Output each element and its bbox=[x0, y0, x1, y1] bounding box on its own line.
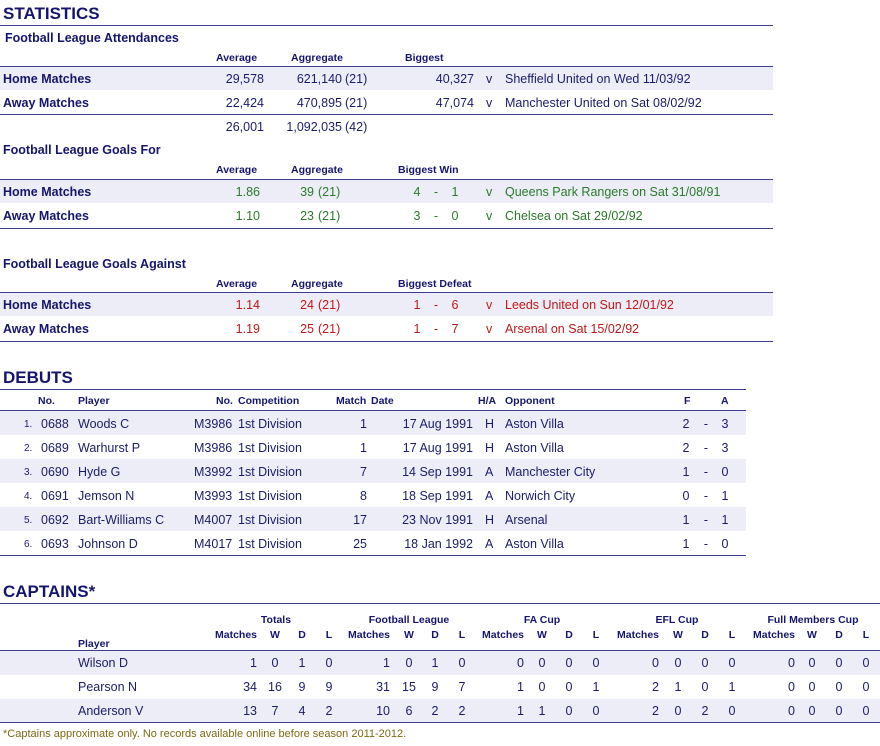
football-league-draws: 9 bbox=[431, 680, 439, 694]
match-detail: Manchester United on Sat 08/02/92 bbox=[505, 96, 702, 110]
opponent: Aston Villa bbox=[505, 537, 564, 551]
fa-cup-matches: 1 bbox=[517, 680, 524, 694]
efl-cup-wins: 0 bbox=[674, 704, 682, 718]
match-count: 17 bbox=[353, 513, 367, 527]
row-label: Away Matches bbox=[3, 209, 89, 223]
totals-matches: 34 bbox=[243, 680, 257, 694]
col-player: Player bbox=[78, 395, 110, 407]
row-label: Home Matches bbox=[3, 185, 92, 199]
col-l: L bbox=[325, 629, 333, 641]
totals-wins: 16 bbox=[268, 680, 282, 694]
col-matches: Matches bbox=[616, 629, 659, 641]
totals-draws: 4 bbox=[298, 704, 306, 718]
competition: 1st Division bbox=[238, 417, 302, 431]
match-count: 8 bbox=[360, 489, 367, 503]
efl-cup-draws: 2 bbox=[701, 704, 709, 718]
efl-cup-draws: 0 bbox=[701, 656, 709, 670]
competition: 1st Division bbox=[238, 465, 302, 479]
efl-cup-losses: 1 bbox=[728, 680, 736, 694]
col-matches: Matches bbox=[214, 629, 257, 641]
row-index: 6. bbox=[24, 539, 33, 550]
row-label: Away Matches bbox=[3, 322, 89, 336]
match-number: M3992 bbox=[194, 465, 233, 479]
aggregate-total: 1,092,035 bbox=[286, 120, 342, 134]
row-index: 4. bbox=[24, 491, 33, 502]
totals-wins: 0 bbox=[271, 656, 279, 670]
score-against: 0 bbox=[721, 537, 729, 551]
score-dash: - bbox=[703, 513, 709, 527]
player-number: 0688 bbox=[41, 417, 69, 431]
full-members-cup-matches: 0 bbox=[788, 680, 795, 694]
home-away: H bbox=[485, 441, 495, 455]
totals-matches: 13 bbox=[243, 704, 257, 718]
football-league-draws: 2 bbox=[431, 704, 439, 718]
aggregate-value: 470,895 bbox=[296, 96, 342, 110]
match-number: M4007 bbox=[194, 513, 233, 527]
match-detail: Chelsea on Sat 29/02/92 bbox=[505, 209, 643, 223]
home-away: A bbox=[485, 465, 494, 479]
football-league-losses: 0 bbox=[458, 656, 466, 670]
divider bbox=[0, 341, 773, 342]
match-date: 23 Nov 1991 bbox=[402, 513, 473, 527]
player-number: 0691 bbox=[41, 489, 69, 503]
match-detail: Sheffield United on Wed 11/03/92 bbox=[505, 72, 691, 86]
full-members-cup-wins: 0 bbox=[808, 680, 816, 694]
captain-name[interactable]: Pearson N bbox=[78, 680, 138, 694]
col-opponent: Opponent bbox=[505, 395, 555, 407]
score-dash: - bbox=[433, 322, 439, 336]
goals-against-title: Football League Goals Against bbox=[3, 257, 186, 271]
player-name[interactable]: Jemson N bbox=[78, 489, 135, 503]
football-league-losses: 2 bbox=[458, 704, 466, 718]
player-number: 0689 bbox=[41, 441, 69, 455]
biggest-value: 47,074 bbox=[435, 96, 474, 110]
aggregate-value: 621,140 bbox=[296, 72, 342, 86]
score-against: 3 bbox=[721, 441, 729, 455]
score-dash: - bbox=[703, 489, 709, 503]
football-league-losses: 7 bbox=[458, 680, 466, 694]
player-name[interactable]: Johnson D bbox=[78, 537, 138, 551]
average-value: 22,424 bbox=[225, 96, 264, 110]
col-average: Average bbox=[216, 52, 258, 64]
match-count: 25 bbox=[353, 537, 367, 551]
score-against: 1 bbox=[721, 513, 729, 527]
fa-cup-wins: 1 bbox=[538, 704, 546, 718]
statistics-title: STATISTICS bbox=[3, 4, 100, 23]
debuts-title: DEBUTS bbox=[3, 368, 73, 387]
versus-label: v bbox=[486, 322, 493, 336]
group-football-league: Football League bbox=[368, 614, 450, 626]
full-members-cup-matches: 0 bbox=[788, 704, 795, 718]
count-value: (21) bbox=[318, 209, 341, 223]
row-label: Home Matches bbox=[3, 298, 92, 312]
col-d: D bbox=[298, 629, 306, 641]
col-player: Player bbox=[78, 638, 110, 650]
group-totals: Totals bbox=[260, 614, 292, 626]
full-members-cup-wins: 0 bbox=[808, 704, 816, 718]
efl-cup-losses: 0 bbox=[728, 656, 736, 670]
football-league-matches: 31 bbox=[376, 680, 390, 694]
fa-cup-losses: 0 bbox=[592, 656, 600, 670]
efl-cup-wins: 1 bbox=[674, 680, 682, 694]
totals-matches: 1 bbox=[250, 656, 257, 670]
captains-title: CAPTAINS* bbox=[3, 582, 96, 601]
count-value: (21) bbox=[318, 298, 341, 312]
fa-cup-matches: 1 bbox=[517, 704, 524, 718]
goals-for-title: Football League Goals For bbox=[3, 143, 161, 157]
col-l: L bbox=[458, 629, 466, 641]
versus-label: v bbox=[486, 209, 493, 223]
versus-label: v bbox=[486, 72, 493, 86]
aggregate-value: 24 bbox=[300, 298, 314, 312]
col-aggregate: Aggregate bbox=[291, 278, 343, 290]
score-dash: - bbox=[703, 537, 709, 551]
score-for: 1 bbox=[413, 322, 421, 336]
row-label: Home Matches bbox=[3, 72, 92, 86]
match-detail: Queens Park Rangers on Sat 31/08/91 bbox=[505, 185, 721, 199]
col-d: D bbox=[431, 629, 439, 641]
opponent: Norwich City bbox=[505, 489, 576, 503]
score-for: 1 bbox=[682, 537, 690, 551]
competition: 1st Division bbox=[238, 489, 302, 503]
captains-footnote: *Captains approximate only. No records available online before season 2011-2012. bbox=[3, 728, 407, 740]
captain-name[interactable]: Wilson D bbox=[78, 656, 129, 670]
group-full-members-cup: Full Members Cup bbox=[767, 614, 859, 626]
score-dash: - bbox=[703, 417, 709, 431]
football-league-wins: 6 bbox=[405, 704, 413, 718]
col-matches: Matches bbox=[481, 629, 524, 641]
match-detail: Leeds United on Sun 12/01/92 bbox=[505, 298, 674, 312]
col-d: D bbox=[835, 629, 843, 641]
full-members-cup-losses: 0 bbox=[862, 656, 870, 670]
score-dash: - bbox=[703, 441, 709, 455]
col-against: A bbox=[721, 395, 729, 407]
aggregate-value: 23 bbox=[300, 209, 314, 223]
divider bbox=[0, 555, 746, 556]
match-date: 18 Sep 1991 bbox=[402, 489, 473, 503]
divider bbox=[0, 114, 773, 115]
fa-cup-draws: 0 bbox=[565, 704, 573, 718]
totals-draws: 1 bbox=[298, 656, 306, 670]
col-l: L bbox=[592, 629, 600, 641]
competition: 1st Division bbox=[238, 513, 302, 527]
aggregate-value: 39 bbox=[300, 185, 314, 199]
score-for: 2 bbox=[682, 441, 690, 455]
average-value: 1.19 bbox=[235, 322, 260, 336]
fa-cup-draws: 0 bbox=[565, 680, 573, 694]
full-members-cup-losses: 0 bbox=[862, 680, 870, 694]
player-number: 0693 bbox=[41, 537, 69, 551]
average-value: 1.86 bbox=[235, 185, 260, 199]
totals-draws: 9 bbox=[298, 680, 306, 694]
col-aggregate: Aggregate bbox=[291, 164, 343, 176]
col-aggregate: Aggregate bbox=[291, 52, 343, 64]
match-count: 1 bbox=[360, 417, 367, 431]
col-no: No. bbox=[38, 395, 55, 407]
full-members-cup-draws: 0 bbox=[835, 704, 843, 718]
player-number: 0690 bbox=[41, 465, 69, 479]
count-value: (21) bbox=[318, 185, 341, 199]
count-value: (21) bbox=[345, 96, 368, 110]
full-members-cup-draws: 0 bbox=[835, 680, 843, 694]
score-against: 3 bbox=[721, 417, 729, 431]
player-number: 0692 bbox=[41, 513, 69, 527]
home-away: A bbox=[485, 489, 494, 503]
football-league-draws: 1 bbox=[431, 656, 439, 670]
score-for: 4 bbox=[413, 185, 421, 199]
match-count: 1 bbox=[360, 441, 367, 455]
col-d: D bbox=[701, 629, 709, 641]
col-w: W bbox=[673, 629, 683, 641]
divider bbox=[0, 389, 746, 390]
score-against: 0 bbox=[451, 209, 459, 223]
match-count: 7 bbox=[360, 465, 367, 479]
count-value: (21) bbox=[318, 322, 341, 336]
home-away: A bbox=[485, 537, 494, 551]
full-members-cup-draws: 0 bbox=[835, 656, 843, 670]
col-match: Match bbox=[336, 395, 367, 407]
home-away: H bbox=[485, 417, 495, 431]
score-against: 7 bbox=[451, 322, 459, 336]
col-biggest-win: Biggest Win bbox=[398, 164, 459, 176]
efl-cup-losses: 0 bbox=[728, 704, 736, 718]
col-matches: Matches bbox=[752, 629, 795, 641]
score-dash: - bbox=[433, 298, 439, 312]
captain-name[interactable]: Anderson V bbox=[78, 704, 144, 718]
aggregate-value: 25 bbox=[300, 322, 314, 336]
opponent: Manchester City bbox=[505, 465, 596, 479]
col-w: W bbox=[537, 629, 547, 641]
col-l: L bbox=[862, 629, 870, 641]
match-date: 18 Jan 1992 bbox=[404, 537, 473, 551]
row-index: 2. bbox=[24, 443, 33, 454]
divider bbox=[0, 603, 880, 604]
home-away: H bbox=[485, 513, 495, 527]
col-l: L bbox=[728, 629, 736, 641]
col-date: Date bbox=[371, 395, 394, 407]
col-average: Average bbox=[216, 164, 258, 176]
biggest-value: 40,327 bbox=[435, 72, 474, 86]
score-for: 1 bbox=[682, 465, 690, 479]
efl-cup-matches: 2 bbox=[652, 680, 659, 694]
match-number: M3986 bbox=[194, 441, 233, 455]
efl-cup-matches: 0 bbox=[652, 656, 659, 670]
score-for: 1 bbox=[682, 513, 690, 527]
football-league-matches: 10 bbox=[376, 704, 390, 718]
totals-wins: 7 bbox=[271, 704, 279, 718]
match-number: M4017 bbox=[194, 537, 233, 551]
player-name[interactable]: Woods C bbox=[78, 417, 130, 431]
competition: 1st Division bbox=[238, 537, 302, 551]
col-biggest-defeat: Biggest Defeat bbox=[398, 278, 472, 290]
fa-cup-matches: 0 bbox=[517, 656, 524, 670]
match-detail: Arsenal on Sat 15/02/92 bbox=[505, 322, 640, 336]
full-members-cup-matches: 0 bbox=[788, 656, 795, 670]
football-league-wins: 15 bbox=[402, 680, 416, 694]
divider bbox=[0, 25, 773, 26]
fa-cup-draws: 0 bbox=[565, 656, 573, 670]
football-league-matches: 1 bbox=[383, 656, 390, 670]
competition: 1st Division bbox=[238, 441, 302, 455]
col-d: D bbox=[565, 629, 573, 641]
count-value: (21) bbox=[345, 72, 368, 86]
col-match-no: No. bbox=[216, 395, 233, 407]
score-for: 0 bbox=[682, 489, 690, 503]
efl-cup-draws: 0 bbox=[701, 680, 709, 694]
col-w: W bbox=[270, 629, 280, 641]
opponent: Aston Villa bbox=[505, 441, 564, 455]
score-against: 0 bbox=[721, 465, 729, 479]
opponent: Aston Villa bbox=[505, 417, 564, 431]
divider bbox=[0, 722, 880, 723]
row-index: 3. bbox=[24, 467, 33, 478]
fa-cup-wins: 0 bbox=[538, 656, 546, 670]
attendances-title: Football League Attendances bbox=[5, 31, 179, 45]
score-dash: - bbox=[433, 185, 439, 199]
col-for: F bbox=[684, 395, 691, 407]
row-label: Away Matches bbox=[3, 96, 89, 110]
col-ha: H/A bbox=[478, 395, 497, 407]
full-members-cup-wins: 0 bbox=[808, 656, 816, 670]
totals-losses: 0 bbox=[325, 656, 333, 670]
totals-losses: 2 bbox=[325, 704, 333, 718]
average-value: 1.10 bbox=[235, 209, 260, 223]
row-index: 5. bbox=[24, 515, 33, 526]
col-biggest: Biggest bbox=[405, 52, 444, 64]
fa-cup-losses: 1 bbox=[592, 680, 600, 694]
divider bbox=[0, 228, 773, 229]
efl-cup-matches: 2 bbox=[652, 704, 659, 718]
col-w: W bbox=[404, 629, 414, 641]
score-against: 1 bbox=[451, 185, 459, 199]
row-index: 1. bbox=[24, 419, 33, 430]
score-dash: - bbox=[433, 209, 439, 223]
col-matches: Matches bbox=[347, 629, 390, 641]
col-w: W bbox=[807, 629, 817, 641]
match-date: 17 Aug 1991 bbox=[402, 417, 473, 431]
score-for: 3 bbox=[413, 209, 421, 223]
versus-label: v bbox=[486, 96, 493, 110]
opponent: Arsenal bbox=[505, 513, 548, 527]
col-average: Average bbox=[216, 278, 258, 290]
group-efl-cup: EFL Cup bbox=[655, 614, 699, 626]
match-number: M3986 bbox=[194, 417, 233, 431]
average-value: 1.14 bbox=[235, 298, 260, 312]
score-for: 2 bbox=[682, 417, 690, 431]
score-for: 1 bbox=[413, 298, 421, 312]
fa-cup-wins: 0 bbox=[538, 680, 546, 694]
full-members-cup-losses: 0 bbox=[862, 704, 870, 718]
fa-cup-losses: 0 bbox=[592, 704, 600, 718]
group-fa-cup: FA Cup bbox=[523, 614, 561, 626]
average-value: 29,578 bbox=[225, 72, 264, 86]
score-against: 6 bbox=[451, 298, 459, 312]
versus-label: v bbox=[486, 185, 493, 199]
player-name[interactable]: Bart-Williams C bbox=[78, 513, 165, 527]
score-against: 1 bbox=[721, 489, 729, 503]
score-dash: - bbox=[703, 465, 709, 479]
match-number: M3993 bbox=[194, 489, 233, 503]
match-date: 14 Sep 1991 bbox=[402, 465, 473, 479]
efl-cup-wins: 0 bbox=[674, 656, 682, 670]
football-league-wins: 0 bbox=[405, 656, 413, 670]
player-name[interactable]: Warhurst P bbox=[78, 441, 141, 455]
count-total: (42) bbox=[345, 120, 368, 134]
col-competition: Competition bbox=[238, 395, 300, 407]
versus-label: v bbox=[486, 298, 493, 312]
average-total: 26,001 bbox=[225, 120, 264, 134]
player-name[interactable]: Hyde G bbox=[78, 465, 121, 479]
match-date: 17 Aug 1991 bbox=[402, 441, 473, 455]
totals-losses: 9 bbox=[325, 680, 333, 694]
